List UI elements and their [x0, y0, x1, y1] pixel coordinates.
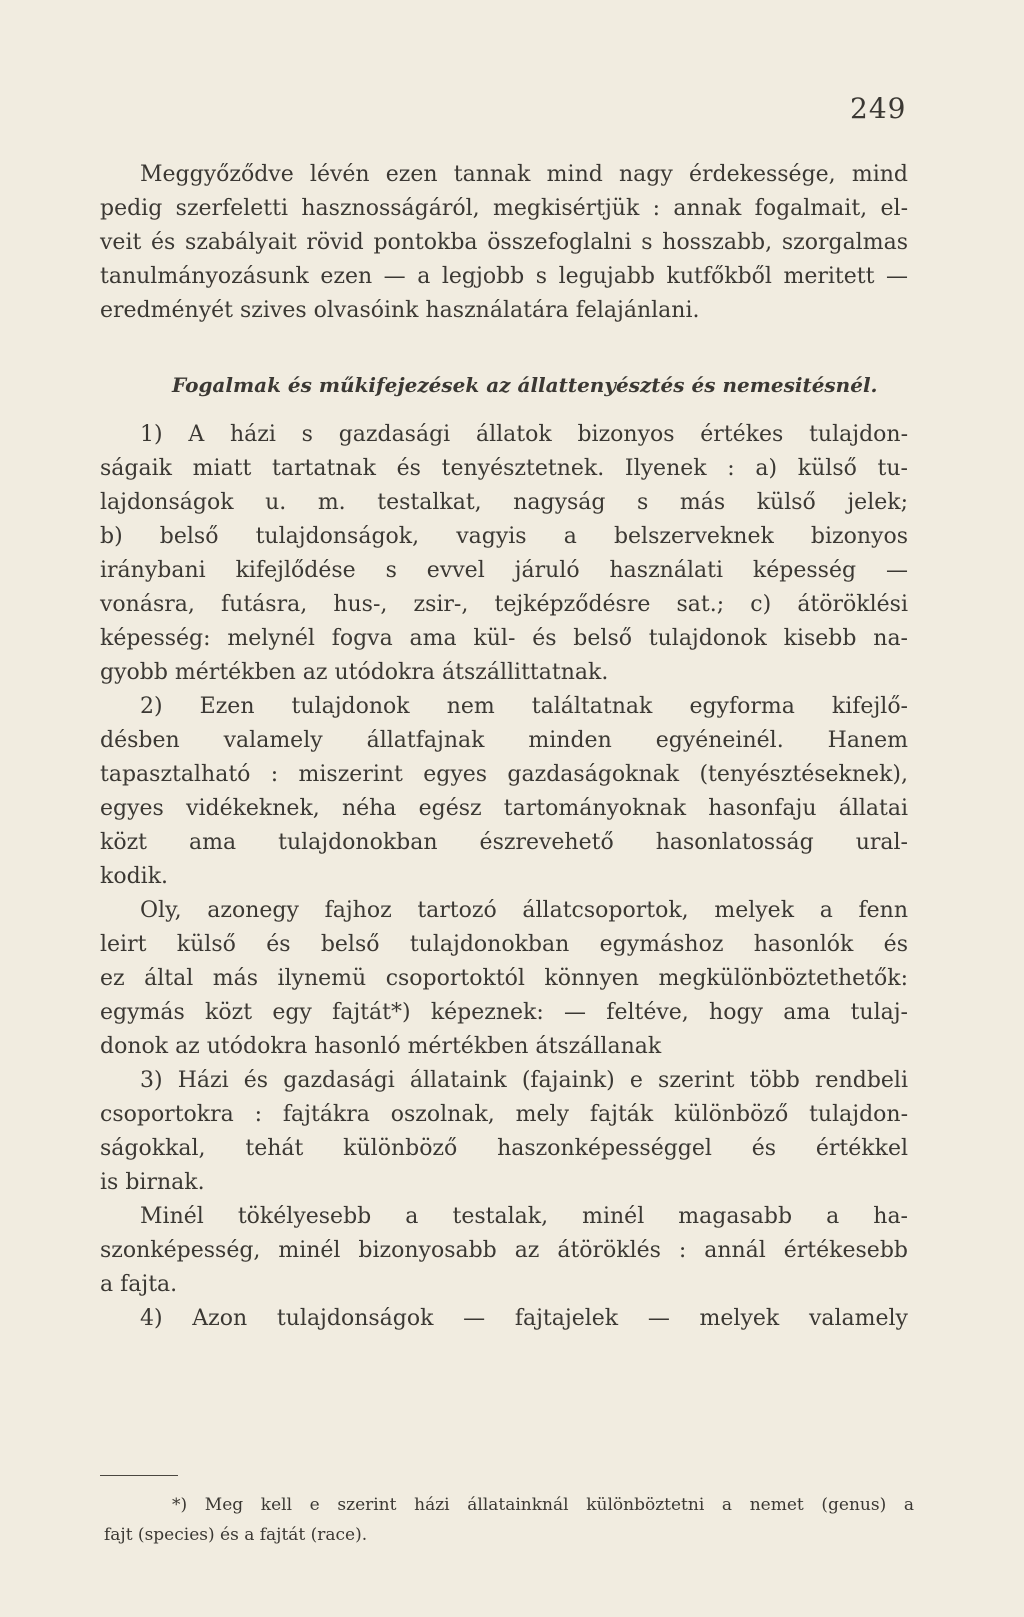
paragraph-4	[100, 1064, 908, 1200]
text-line: leirt külső és belső tulajdonokban egymáshoz hasonlók és	[100, 932, 908, 957]
text-line: b) belső tulajdonságok, vagyis a belszerveknek bizonyos	[100, 524, 908, 549]
text-line: szonképesség, minél bizonyosabb az átöröklés : annál értékesebb	[100, 1238, 908, 1263]
paragraph-2	[100, 690, 908, 894]
text-line: Oly, azonegy fajhoz tartozó állatcsoportok, melyek a fenn	[140, 898, 908, 923]
text-line: donok az utódokra hasonló mértékben átszállanak	[100, 1034, 662, 1059]
text-line: iránybani kifejlődése s evvel járuló használati képesség —	[100, 558, 908, 583]
text-line: csoportokra : fajtákra oszolnak, mely fajták különböző tulajdon-	[100, 1102, 908, 1127]
text-line: gyobb mértékben az utódokra átszállittatnak.	[100, 660, 609, 685]
footnote-divider	[100, 1475, 178, 1476]
text-line: is birnak.	[100, 1170, 205, 1195]
text-line: egymás közt egy fajtát*) képeznek: — feltéve, hogy ama tulaj-	[100, 1000, 908, 1025]
text-line: désben valamely állatfajnak minden egyéneinél. Hanem	[100, 728, 908, 753]
page-number: 249	[850, 92, 907, 125]
text-line: 2) Ezen tulajdonok nem találtatnak egyforma kifejlő-	[140, 694, 908, 719]
paragraph-1	[100, 418, 908, 690]
text-line: ságaik miatt tartatnak és tenyésztetnek. Ilyenek : a) külső tu-	[100, 456, 908, 481]
text-line: 1) A házi s gazdasági állatok bizonyos értékes tulajdon-	[140, 422, 908, 447]
text-line: közt ama tulajdonokban észrevehető hasonlatosság ural-	[100, 830, 908, 855]
text-line: tapasztalható : miszerint egyes gazdaságoknak (tenyésztéseknek),	[100, 762, 908, 787]
text-line: egyes vidékeknek, néha egész tartományoknak hasonfaju állatai	[100, 796, 908, 821]
text-line: Minél tökélyesebb a testalak, minél magasabb a ha-	[140, 1204, 908, 1229]
text-line: tanulmányozásunk ezen — a legjobb s legujabb kutfőkből meritett —	[100, 264, 908, 289]
intro-paragraph	[100, 158, 908, 328]
text-line: kodik.	[100, 864, 169, 889]
text-line: lajdonságok u. m. testalkat, nagyság s más külső jelek;	[100, 490, 908, 515]
text-line: 4) Azon tulajdonságok — fajtajelek — melyek valamely	[140, 1306, 908, 1331]
text-line: a fajta.	[100, 1272, 178, 1297]
footnote-line: fajt (species) és a fajtát (race).	[104, 1525, 368, 1545]
text-line: veit és szabályait rövid pontokba összefoglalni s hosszabb, szorgalmas	[100, 230, 908, 255]
text-line: képesség: melynél fogva ama kül- és belső tulajdonok kisebb na-	[100, 626, 908, 651]
footnote-line: *) Meg kell e szerint házi állatainknál különböztetni a nemet (genus) a	[172, 1495, 914, 1515]
section-heading: Fogalmak és műkifejezések az állattenyésztés és nemesitésnél.	[172, 373, 878, 397]
footnote	[104, 1490, 914, 1550]
text-line: ez által más ilynemü csoportoktól könnyen megkülönböztethetők:	[100, 966, 908, 991]
text-line: pedig szerfeletti hasznosságáról, megkisértjük : annak fogalmait, el-	[100, 196, 908, 221]
text-line: ságokkal, tehát különböző haszonképességgel és értékkel	[100, 1136, 908, 1161]
paragraph-3	[100, 894, 908, 1064]
paragraph-6	[100, 1302, 908, 1336]
text-line: 3) Házi és gazdasági állataink (fajaink) e szerint több rendbeli	[140, 1068, 908, 1093]
page-text	[100, 158, 908, 1336]
paragraph-5	[100, 1200, 908, 1302]
text-line: Meggyőződve lévén ezen tannak mind nagy érdekessége, mind	[140, 162, 908, 187]
text-line: eredményét szives olvasóink használatára felajánlani.	[100, 298, 700, 323]
text-line: vonásra, futásra, hus-, zsir-, tejképződésre sat.; c) átöröklési	[100, 592, 908, 617]
